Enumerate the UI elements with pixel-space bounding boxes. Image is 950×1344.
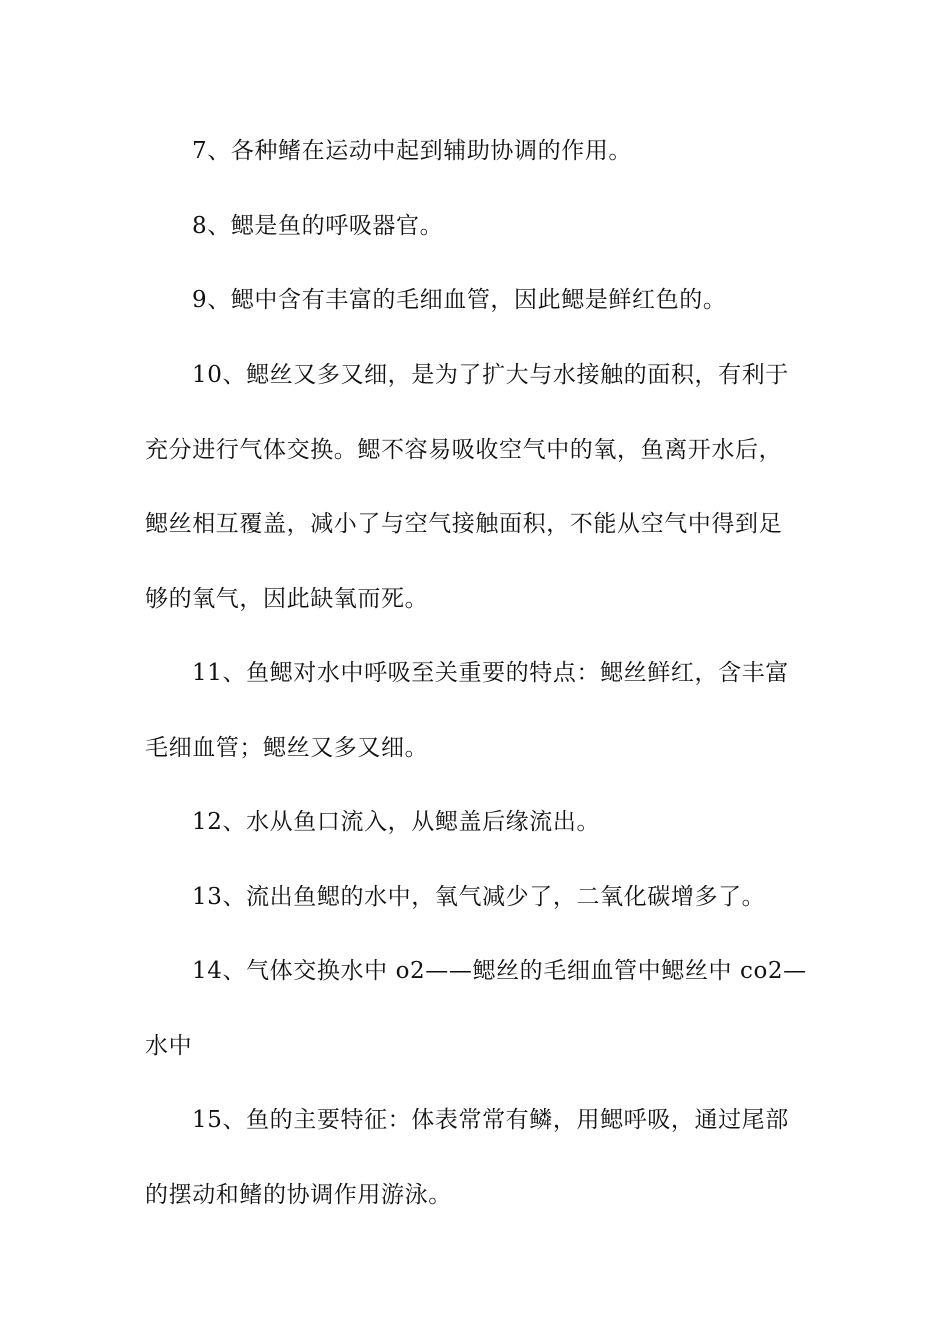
- paragraph-12: [145, 785, 810, 860]
- paragraph-line: 的摆动和鳍的协调作用游泳。: [145, 1181, 452, 1208]
- paragraph-line: 够的氧气，因此缺氧而死。: [145, 585, 429, 612]
- paragraph-line: 10、鳃丝又多又细，是为了扩大与水接触的面积，有利于: [192, 362, 789, 388]
- paragraph-line: 14、气体交换水中 o2——鳃丝的毛细血管中鳃丝中 co2—: [192, 958, 807, 984]
- paragraph-line: 鳃丝相互覆盖，减小了与空气接触面积，不能从空气中得到足: [145, 511, 783, 537]
- paragraph-line: 13、流出鱼鳃的水中，氧气减少了，二氧化碳增多了。: [192, 884, 766, 910]
- paragraph-line: 12、水从鱼口流入，从鳃盖后缘流出。: [192, 809, 601, 835]
- paragraph-10: [145, 338, 810, 636]
- paragraph-line: 11、鱼鳃对水中呼吸至关重要的特点：鳃丝鲜红，含丰富: [192, 660, 789, 686]
- paragraph-11: [145, 636, 810, 785]
- paragraph-8: [145, 189, 810, 264]
- paragraph-line: 充分进行气体交换。鳃不容易吸收空气中的氧，鱼离开水后，: [145, 436, 783, 463]
- paragraph-line: 9、鳃中含有丰富的毛细血管，因此鳃是鲜红色的。: [192, 287, 727, 313]
- paragraph-9: [145, 263, 810, 338]
- paragraph-line: 15、鱼的主要特征：体表常常有鳞，用鳃呼吸，通过尾部: [192, 1107, 789, 1133]
- paragraph-15: [145, 1083, 810, 1232]
- paragraph-line: 8、鳃是鱼的呼吸器官。: [192, 213, 444, 239]
- paragraph-14: [145, 934, 810, 1083]
- paragraph-line: 7、各种鳍在运动中起到辅助协调的作用。: [192, 138, 633, 164]
- paragraph-13: [145, 860, 810, 935]
- paragraph-line: 水中: [145, 1032, 193, 1059]
- paragraph-line: 毛细血管；鳃丝又多又细。: [145, 734, 429, 761]
- paragraph-7: [145, 114, 810, 189]
